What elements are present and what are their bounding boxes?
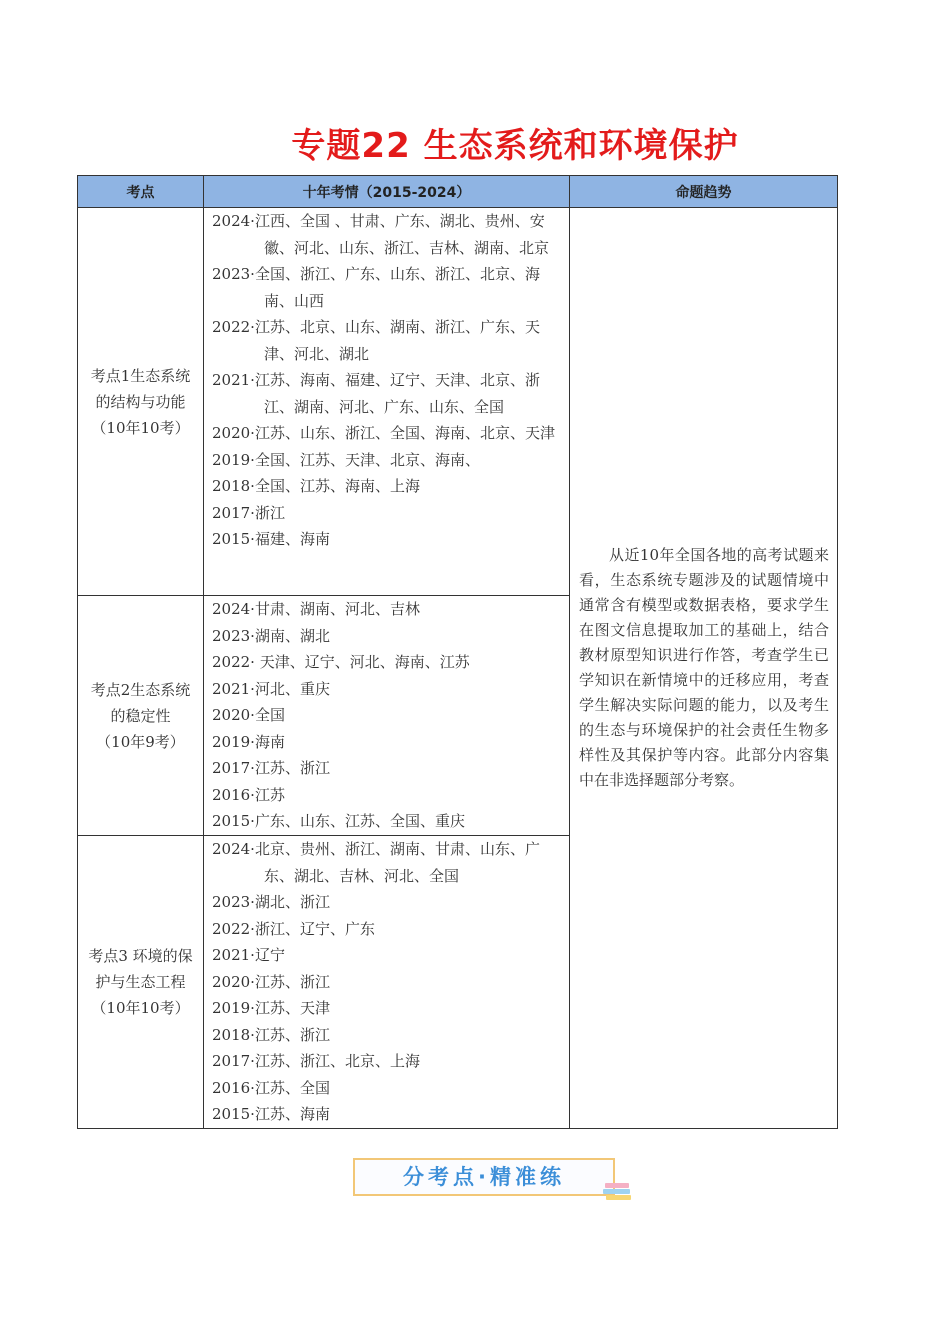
years-cell — [204, 836, 570, 1129]
year-line: 2024·北京、贵州、浙江、湖南、甘肃、山东、广东、湖北、吉林、河北、全国 — [212, 840, 540, 885]
year-line: 2024·江西、全国 、甘肃、广东、湖北、贵州、安徽、河北、山东、浙江、吉林、湖南、北京 — [212, 212, 550, 257]
year-line: 2016·江苏 — [212, 785, 285, 804]
year-line: 2019·全国、江苏、天津、北京、海南、 — [212, 450, 480, 469]
trend-cell — [570, 208, 838, 1129]
year-line: 2023·湖北、浙江 — [212, 893, 330, 911]
table-row — [78, 208, 838, 596]
year-line: 2020·江苏、浙江 — [212, 972, 330, 991]
year-line: 2022· 天津、辽宁、河北、海南、江苏 — [212, 653, 470, 671]
year-line: 2017·江苏、浙江 — [212, 759, 330, 777]
year-line: 2018·江苏、浙江 — [212, 1025, 330, 1044]
year-line: 2023·湖南、湖北 — [212, 626, 330, 645]
year-line: 2021·江苏、海南、福建、辽宁、天津、北京、浙江、湖南、河北、广东、山东、全国 — [212, 371, 540, 416]
topic-label: 考点3 环境的保护与生态工程 （10年10考） — [88, 946, 193, 1017]
section-badge: 分考点·精准练 — [353, 1158, 615, 1196]
year-line: 2016·江苏、全国 — [212, 1078, 330, 1097]
year-line: 2022·浙江、辽宁、广东 — [212, 919, 375, 938]
exam-table — [77, 175, 838, 1129]
topic-cell — [78, 208, 204, 596]
year-line: 2015·江苏、海南 — [212, 1105, 330, 1123]
header-ten-year: 十年考情（2015-2024） — [204, 176, 570, 208]
year-line: 2021·辽宁 — [212, 946, 285, 964]
year-line: 2015·福建、海南 — [212, 530, 330, 548]
year-line: 2018·全国、江苏、海南、上海 — [212, 477, 420, 495]
table-header-row — [78, 176, 838, 208]
header-trend: 命题趋势 — [570, 176, 838, 208]
year-line: 2020·全国 — [212, 706, 285, 724]
trend-text: 从近10年全国各地的高考试题来看，生态系统专题涉及的试题情境中通常含有模型或数据表格，要求学生在图文信息提取加工的基础上，结合教材原型知识进行作答，考查学生已学知识在新情境中的迁移应用，考查学生解决实际问题的能力，以及考生的生态与环境保护的社会责任生物多样性及其保护等内容。此部分内容集中在非选择题部分考察。 — [579, 545, 829, 789]
year-line: 2020·江苏、山东、浙江、全国、海南、北京、天津 — [212, 424, 555, 442]
topic-label: 考点2生态系统的稳定性 （10年9考） — [90, 680, 191, 751]
topic-cell — [78, 596, 204, 836]
year-line: 2019·江苏、天津 — [212, 999, 330, 1017]
year-line: 2022·江苏、北京、山东、湖南、浙江、广东、天津、河北、湖北 — [212, 318, 540, 363]
year-line: 2023·全国、浙江、广东、山东、浙江、北京、海南、山西 — [212, 265, 540, 310]
year-line: 2015·广东、山东、江苏、全国、重庆 — [212, 812, 465, 830]
years-cell — [204, 208, 570, 596]
page-title: 专题22 生态系统和环境保护 — [291, 126, 739, 166]
year-line: 2024·甘肃、湖南、河北、吉林 — [212, 600, 420, 618]
year-line: 2017·浙江 — [212, 503, 285, 522]
topic-cell — [78, 836, 204, 1129]
year-line: 2019·海南 — [212, 732, 285, 751]
year-line: 2017·江苏、浙江、北京、上海 — [212, 1052, 420, 1070]
years-cell — [204, 596, 570, 836]
header-topic: 考点 — [78, 176, 204, 208]
topic-label: 考点1生态系统的结构与功能 （10年10考） — [90, 366, 191, 437]
books-icon — [602, 1180, 634, 1202]
year-line: 2021·河北、重庆 — [212, 679, 330, 698]
